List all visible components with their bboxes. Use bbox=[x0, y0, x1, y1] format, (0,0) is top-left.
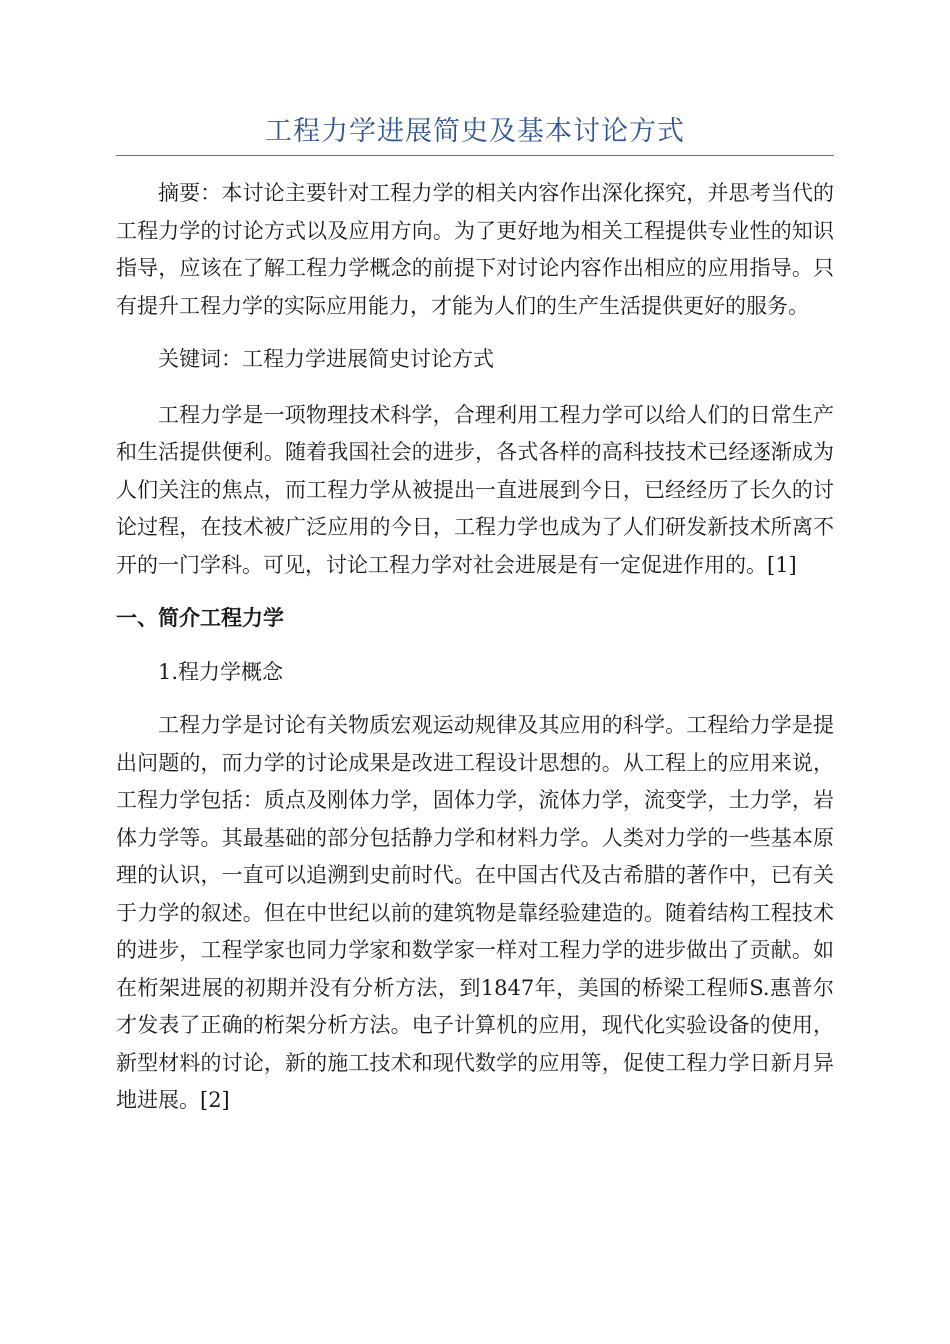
document-body bbox=[116, 175, 834, 1136]
section-heading: 一、简介工程力学 bbox=[116, 606, 284, 630]
abstract-paragraph: 摘要：本讨论主要针对工程力学的相关内容作出深化探究，并思考当代的工程力学的讨论方式以及应用方向。为了更好地为相关工程提供专业性的知识指导，应该在了解工程力学概念的前提下对讨论内容作出相应的应用指导。只有提升工程力学的实际应用能力，才能为人们的生产生活提供更好的服务。 bbox=[116, 181, 834, 318]
intro-paragraph: 工程力学是一项物理技术科学，合理利用工程力学可以给人们的日常生产和生活提供便利。随着我国社会的进步，各式各样的高科技技术已经逐渐成为人们关注的焦点，而工程力学从被提出一直进展到今日，已经经历了长久的讨论过程，在技术被广泛应用的今日，工程力学也成为了人们研发新技术所离不开的一门学科。可见，讨论工程力学对社会进展是有一定促进作用的。[1] bbox=[116, 402, 834, 577]
keywords-paragraph: 关键词：工程力学进展简史讨论方式 bbox=[158, 347, 494, 371]
title-underline bbox=[116, 155, 834, 156]
section-body-paragraph: 工程力学是讨论有关物质宏观运动规律及其应用的科学。工程给力学是提出问题的，而力学的讨论成果是改进工程设计思想的。从工程上的应用来说，工程力学包括：质点及刚体力学，固体力学，流体力学，流变学，土力学，岩体力学等。其最基础的部分包括静力学和材料力学。人类对力学的一些基本原理的认识，一直可以追溯到史前时代。在中国古代及古希腊的著作中，已有关于力学的叙述。但在中世纪以前的建筑物是靠经验建造的。随着结构工程技术的进步，工程学家也同力学家和数学家一样对工程力学的进步做出了贡献。如在桁架进展的初期并没有分析方法，到1847年，美国的桥梁工程师S.惠普尔才发表了正确的桁架分析方法。电子计算机的应用，现代化实验设备的使用，新型材料的讨论，新的施工技术和现代数学的应用等，促使工程力学日新月异地进展。[2] bbox=[116, 713, 834, 1112]
document-title: 工程力学进展简史及基本讨论方式 bbox=[265, 116, 685, 147]
subsection-heading: 1.程力学概念 bbox=[158, 659, 284, 684]
